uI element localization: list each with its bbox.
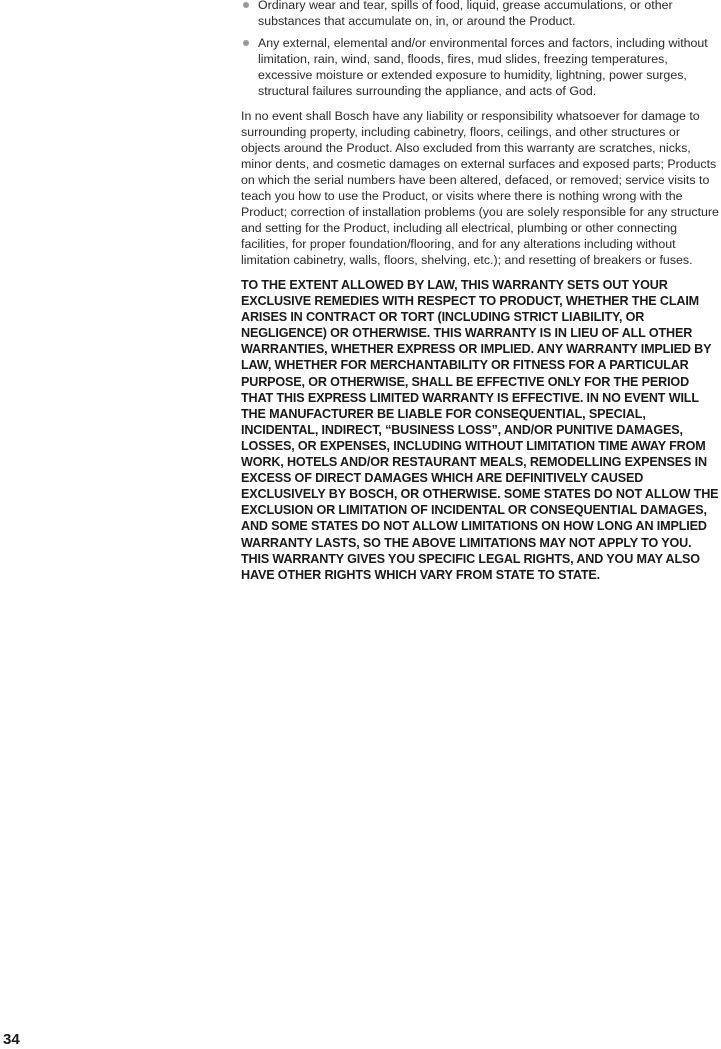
- warranty-disclaimer-paragraph: TO THE EXTENT ALLOWED BY LAW, THIS WARRANTY SETS OUT YOUR EXCLUSIVE REMEDIES WITH RESPECT TO PRODUCT, WHETHER THE CLAIM ARISES IN CONTRACT OR TORT (INCLUDING STRICT LIABILITY, OR NEGLIGENCE) OR OTHERWISE. THIS WARRANTY IS IN LIEU OF ALL OTHER WARRANTIES, WHETHER EXPRESS OR IMPLIED. ANY WARRANTY IMPLIED BY LAW, WHETHER FOR MERCHANTABILITY OR FITNESS FOR A PARTICULAR PURPOSE, OR OTHERWISE, SHALL BE EFFECTIVE ONLY FOR THE PERIOD THAT THIS EXPRESS LIMITED WARRANTY IS EFFECTIVE. IN NO EVENT WILL THE MANUFACTURER BE LIABLE FOR CONSEQUENTIAL, SPECIAL, INCIDENTAL, INDIRECT, “BUSINESS LOSS”, AND/OR PUNITIVE DAMAGES, LOSSES, OR EXPENSES, INCLUDING WITHOUT LIMITATION TIME AWAY FROM WORK, HOTELS AND/OR RESTAURANT MEALS, REMODELLING EXPENSES IN EXCESS OF DIRECT DAMAGES WHICH ARE DEFINITIVELY CAUSED EXCLUSIVELY BY BOSCH, OR OTHERWISE. SOME STATES DO NOT ALLOW THE EXCLUSION OR LIMITATION OF INCIDENTAL OR CONSEQUENTIAL DAMAGES, AND SOME STATES DO NOT ALLOW LIMITATIONS ON HOW LONG AN IMPLIED WARRANTY LASTS, SO THE ABOVE LIMITATIONS MAY NOT APPLY TO YOU. THIS WARRANTY GIVES YOU SPECIFIC LEGAL RIGHTS, AND YOU MAY ALSO HAVE OTHER RIGHTS WHICH VARY FROM STATE TO STATE.: [241, 278, 719, 582]
- exclusion-bullet-external-forces: Any external, elemental and/or environmental forces and factors, including without limitation, rain, wind, sand, floods, fires, mud slides, freezing temperatures, excessive moisture or extended exposure to humidity, lightning, power surges, structural failures surrounding the appliance, and acts of God.: [241, 35, 719, 99]
- exclusion-bullet-wear-and-tear: Ordinary wear and tear, spills of food, liquid, grease accumulations, or other substances that accumulate on, in, or around the Product.: [241, 0, 719, 29]
- page-number: 34: [3, 1031, 20, 1048]
- liability-exclusion-paragraph: In no event shall Bosch have any liability or responsibility whatsoever for damage to surrounding property, including cabinetry, floors, ceilings, and other structures or objects around the Product. Also excluded from this warranty are scratches, nicks, minor dents, and cosmetic damages on external surfaces and exposed parts; Products on which the serial numbers have been altered, defaced, or removed; service visits to teach you how to use the Product, or visits where there is nothing wrong with the Product; correction of installation problems (you are solely responsible for any structure and setting for the Product, including all electrical, plumbing or other connecting facilities, for proper foundation/flooring, and for any alterations including without limitation cabinetry, walls, floors, shelving, etc.); and resetting of breakers or fuses.: [241, 109, 719, 267]
- warranty-text-column: [241, 0, 719, 583]
- exclusion-bullet-list: [241, 0, 719, 99]
